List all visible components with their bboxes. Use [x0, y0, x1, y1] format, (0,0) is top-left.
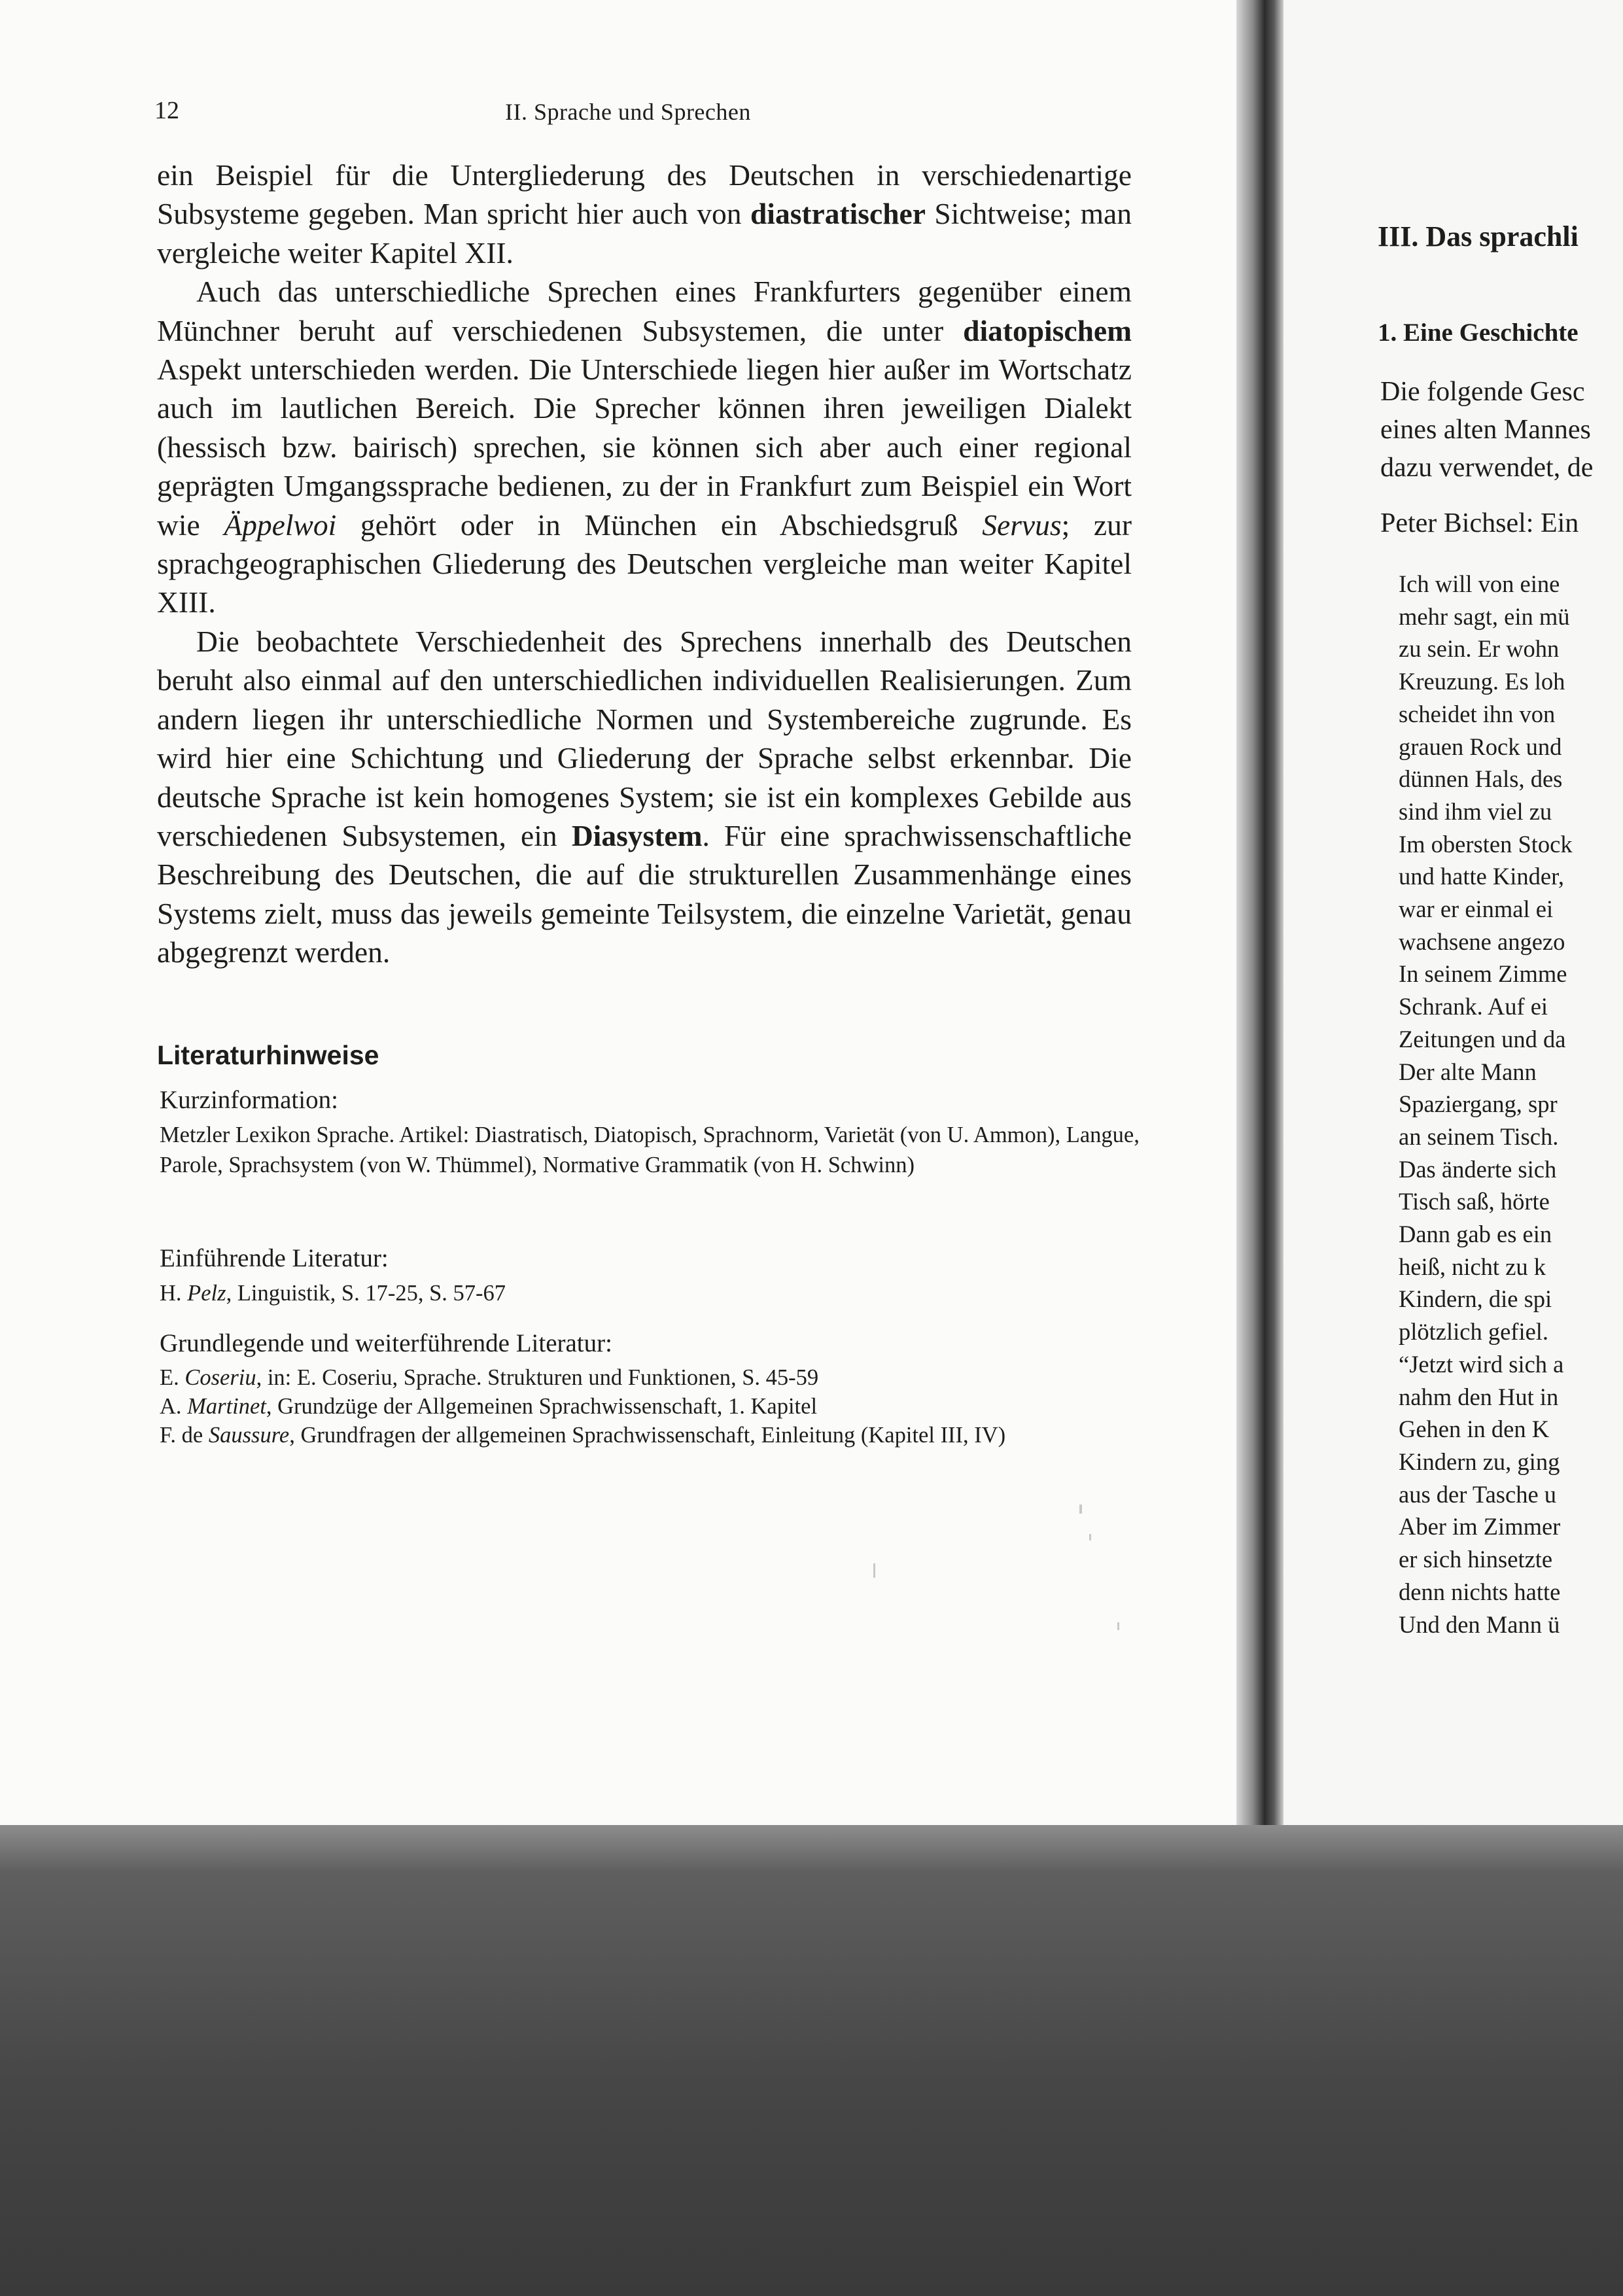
right-source-line: Peter Bichsel: Ein [1380, 508, 1579, 538]
story-line: Spaziergang, spr [1399, 1090, 1558, 1118]
scan-speck [1117, 1622, 1119, 1630]
story-line: an seinem Tisch. [1399, 1122, 1559, 1150]
reference-martinet: A. Martinet, Grundzüge der Allgemeinen Sprachwissenschaft, 1. Kapitel [160, 1394, 818, 1419]
term-diasystem: Diasystem [571, 818, 703, 852]
paragraph-1: ein Beispiel für die Untergliederung des Deutschen in verschiedenartige Subsysteme gegeben. Man spricht hier auch von diastratischer Sichtweise; man vergleiche weiter Kapitel XII. [157, 158, 1132, 270]
kurzinformation-text: Metzler Lexikon Sprache. Artikel: Diastratisch, Diatopisch, Sprachnorm, Varietät (von U. Ammon), Langue, Parole, Sprachsystem (von W. Thümmel), Normative Grammatik (von H. Schwinn) [160, 1122, 1140, 1177]
reference-coseriu: E. Coseriu, in: E. Coseriu, Sprache. Strukturen und Funktionen, S. 45-59 [160, 1365, 819, 1390]
right-intro [1380, 373, 1593, 487]
story-line: Das änderte sich [1399, 1155, 1557, 1183]
body-text [157, 156, 1132, 972]
einfuehrende-label: Einführende Literatur: [160, 1244, 389, 1272]
story-line: dünnen Hals, des [1399, 765, 1563, 793]
story-line: plötzlich gefiel. [1399, 1318, 1549, 1346]
example-servus: Servus [982, 508, 1062, 542]
literature-heading: Literaturhinweise [157, 1040, 379, 1070]
story-line: war er einmal ei [1399, 896, 1554, 923]
reference-pelz: H. Pelz, Linguistik, S. 17-25, S. 57-67 [160, 1281, 506, 1306]
story-line: er sich hinsetzte [1399, 1546, 1553, 1573]
story-line: Tisch saß, hörte [1399, 1188, 1550, 1215]
grundlegende-block [160, 1328, 1141, 1450]
term-diatopisch: diatopischem [963, 313, 1132, 347]
scan-speck [1079, 1505, 1082, 1514]
story-line: Kindern zu, ging [1399, 1448, 1560, 1475]
right-story-text [1399, 568, 1573, 1641]
paragraph-2: Auch das unterschiedliche Sprechen eines Frankfurters gegenüber einem Münchner beruht auf verschiedenen Subsystemen, die unter diatopischem Aspekt unterschieden werden. Die Unterschiede liegen hier außer im Wortschatz auch im lautlichen Bereich. Die Sprecher können ihren jeweiligen Dialekt (hessisch bzw. bairisch) sprechen, sie können sich aber auch einer regional geprägten Umgangssprache bedienen, zu der in Frankfurt zum Beispiel ein Wort wie Äppelwoi gehört oder in München ein Abschiedsgruß Servus; zur sprachgeographischen Gliederung des Deutschen vergleiche man weiter Kapitel XIII. [157, 275, 1132, 619]
running-head: II. Sprache und Sprechen [505, 99, 751, 125]
story-line: Im obersten Stock [1399, 830, 1573, 858]
story-line: wachsene angezo [1399, 928, 1565, 955]
story-line: Gehen in den K [1399, 1416, 1550, 1443]
term-diastratisch: diastratischer [750, 197, 926, 231]
reference-saussure: F. de Saussure, Grundfragen der allgemeinen Sprachwissenschaft, Einleitung (Kapitel III, IV) [160, 1423, 1006, 1448]
story-line: denn nichts hatte [1399, 1578, 1561, 1605]
story-line: Und den Mann ü [1399, 1610, 1560, 1638]
einfuehrende-block [160, 1243, 1141, 1308]
example-aeppelwoi: Äppelwoi [224, 508, 337, 542]
right-section-title: 1. Eine Geschichte [1378, 319, 1579, 347]
story-line: nahm den Hut in [1399, 1383, 1559, 1410]
intro-line: Die folgende Gesc [1380, 377, 1585, 407]
story-line: aus der Tasche u [1399, 1480, 1557, 1508]
story-line: Aber im Zimmer [1399, 1513, 1561, 1540]
grundlegende-label: Grundlegende und weiterführende Literatur: [160, 1329, 612, 1357]
story-line: zu sein. Er wohn [1399, 635, 1560, 663]
intro-line: dazu verwendet, de [1380, 453, 1594, 483]
story-line: Schrank. Auf ei [1399, 993, 1548, 1020]
story-line: Der alte Mann [1399, 1058, 1537, 1085]
story-line: Zeitungen und da [1399, 1025, 1566, 1052]
kurzinformation-label: Kurzinformation: [160, 1086, 338, 1114]
scanner-background [0, 1825, 1623, 2296]
story-line: Ich will von eine [1399, 570, 1560, 597]
story-line: scheidet ihn von [1399, 700, 1556, 727]
story-line: und hatte Kinder, [1399, 863, 1564, 890]
paragraph-3: Die beobachtete Verschiedenheit des Sprechens innerhalb des Deutschen beruht also einmal auf den unterschiedlichen individuellen Realisierungen. Zum andern liegen ihr unterschiedliche Normen und Systembereiche zugrunde. Es wird hier eine Schichtung und Gliederung der Sprache selbst erkennbar. Die deutsche Sprache ist kein homogenes System; sie ist ein komplexes Gebilde aus verschiedenen Subsystemen, ein Diasystem. Für eine sprachwissenschaftliche Beschreibung des Deutschen, die auf die strukturellen Zusammenhänge eines Systems zielt, muss das jeweils gemeinte Teilsystem, die einzelne Varietät, genau abgegrenzt werden. [157, 624, 1132, 969]
story-line: mehr sagt, ein mü [1399, 602, 1570, 630]
kurzinformation-block [160, 1085, 1141, 1180]
story-line: In seinem Zimme [1399, 960, 1567, 988]
story-line: Dann gab es ein [1399, 1221, 1552, 1248]
scan-speck [1089, 1534, 1091, 1540]
story-line: sind ihm viel zu [1399, 797, 1552, 825]
right-chapter-title: III. Das sprachli [1378, 220, 1579, 252]
intro-line: eines alten Mannes [1380, 415, 1591, 445]
story-line: “Jetzt wird sich a [1399, 1350, 1564, 1378]
story-line: Kindern, die spi [1399, 1285, 1552, 1313]
story-line: grauen Rock und [1399, 733, 1562, 760]
scan-speck [873, 1563, 875, 1578]
story-line: heiß, nicht zu k [1399, 1253, 1546, 1280]
story-line: Kreuzung. Es loh [1399, 668, 1565, 695]
book-gutter [1236, 0, 1283, 1851]
page-number: 12 [154, 97, 179, 124]
